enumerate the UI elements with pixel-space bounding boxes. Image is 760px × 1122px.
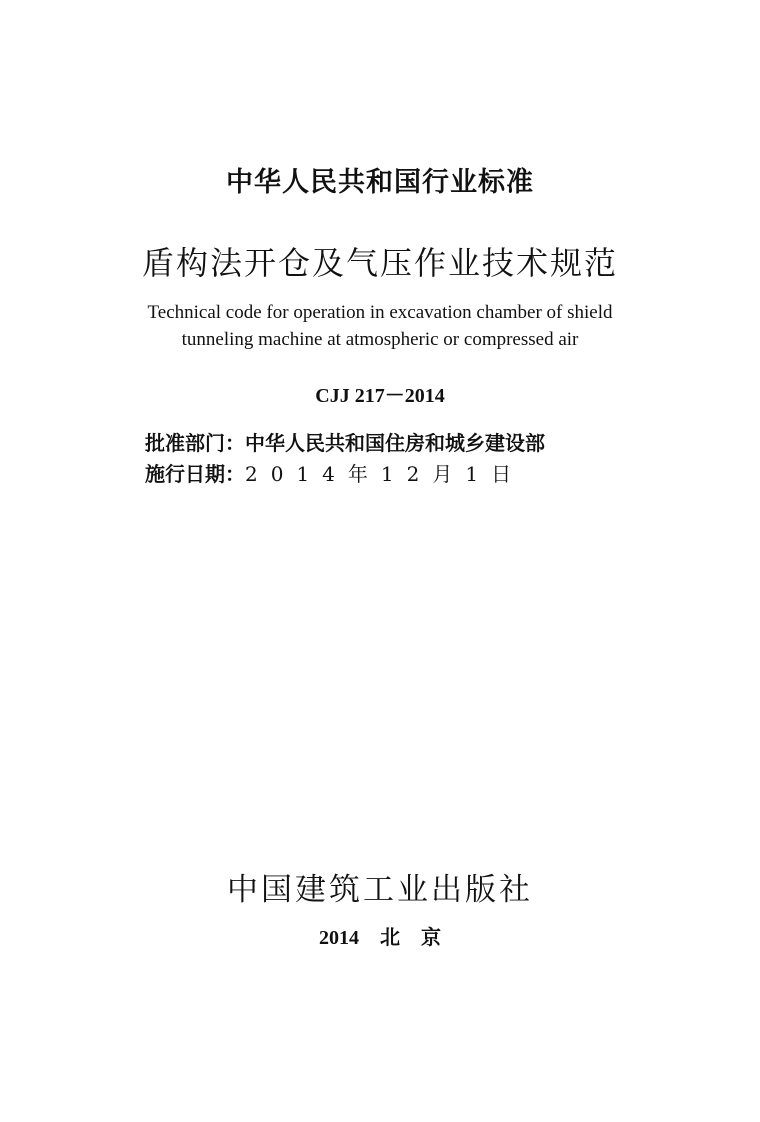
- approval-department: [145, 427, 545, 456]
- approval-value: 中华人民共和国住房和城乡建设部: [245, 431, 545, 455]
- publication-year-place: 2014 北 京: [319, 927, 441, 949]
- english-title-line-2: tunneling machine at atmospheric or compressed air: [181, 329, 579, 350]
- effective-date: [145, 458, 524, 487]
- approval-label: 批准部门：: [145, 431, 245, 455]
- chinese-title: 盾构法开仓及气压作业技术规范: [141, 244, 618, 282]
- effective-date-label: 施行日期：: [145, 462, 245, 486]
- english-title-line-1: Technical code for operation in excavation chamber of shield: [147, 302, 613, 323]
- standard-code: CJJ 217－2014: [315, 385, 445, 407]
- standard-series-title: 中华人民共和国行业标准: [226, 167, 534, 198]
- effective-date-value: 2014年12月1日: [245, 462, 525, 486]
- publisher-name: 中国建筑工业出版社: [227, 872, 533, 908]
